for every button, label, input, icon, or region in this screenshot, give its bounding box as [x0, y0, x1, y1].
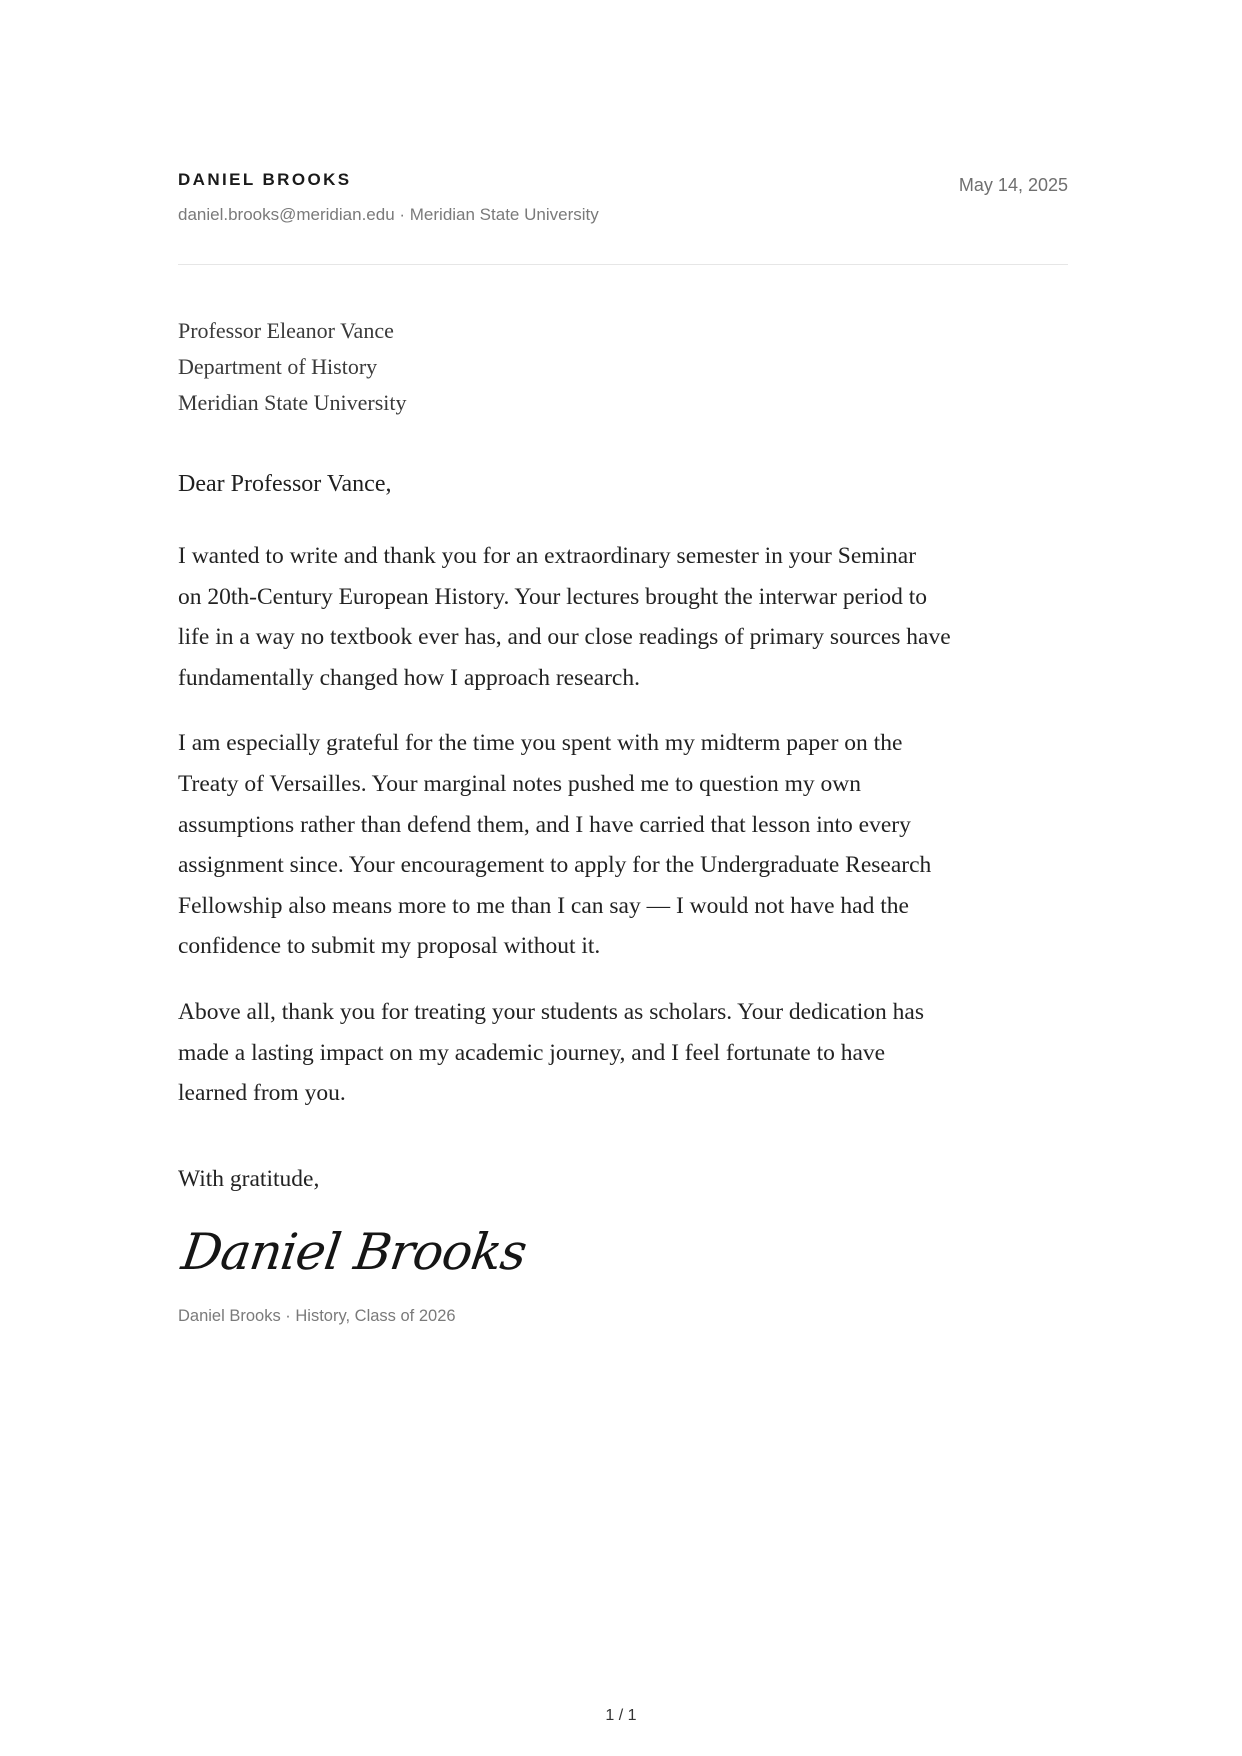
sender-contact: daniel.brooks@meridian.edu · Meridian State University [178, 205, 599, 224]
sender-name: DANIEL BROOKS [178, 170, 352, 189]
body-line: made a lasting impact on my academic journey, and I feel fortunate to have [178, 1039, 886, 1066]
body-line: fundamentally changed how I approach research. [178, 664, 640, 691]
body-line: assignment since. Your encouragement to apply for the Undergraduate Research [178, 852, 932, 879]
body-line: assumptions rather than defend them, and I have carried that lesson into every [178, 811, 911, 838]
closing: With gratitude, [178, 1166, 320, 1192]
salutation: Dear Professor Vance, [178, 471, 392, 497]
body-line: I am especially grateful for the time you spent with my midterm paper on the [178, 730, 903, 757]
recipient-line: Meridian State University [178, 390, 407, 415]
page-number: 1 / 1 [605, 1707, 637, 1724]
body-line: confidence to submit my proposal without it. [178, 933, 601, 960]
body-line: Fellowship also means more to me than I can say — I would not have had the [178, 892, 909, 919]
recipient-line: Department of History [178, 354, 378, 379]
body-line: Above all, thank you for treating your students as scholars. Your dedication has [178, 998, 924, 1025]
body-line: learned from you. [178, 1080, 346, 1107]
recipient-line: Professor Eleanor Vance [178, 318, 394, 343]
letter-body [178, 536, 1072, 1139]
body-paragraph [178, 536, 1072, 698]
recipient-address [178, 313, 407, 421]
signoff-caption: Daniel Brooks · History, Class of 2026 [178, 1307, 456, 1325]
body-line: I wanted to write and thank you for an extraordinary semester in your Seminar [178, 543, 917, 569]
body-line: life in a way no textbook ever has, and our close readings of primary sources have [178, 624, 951, 651]
body-line: Treaty of Versailles. Your marginal notes pushed me to question my own [178, 770, 861, 797]
letter-header [178, 170, 1068, 265]
body-paragraph [178, 992, 1072, 1114]
signature: Daniel Brooks [178, 1223, 530, 1281]
body-line: on 20th-Century European History. Your lectures brought the interwar period to [178, 583, 928, 610]
body-paragraph [178, 723, 1072, 967]
letter-date: May 14, 2025 [958, 175, 1068, 195]
